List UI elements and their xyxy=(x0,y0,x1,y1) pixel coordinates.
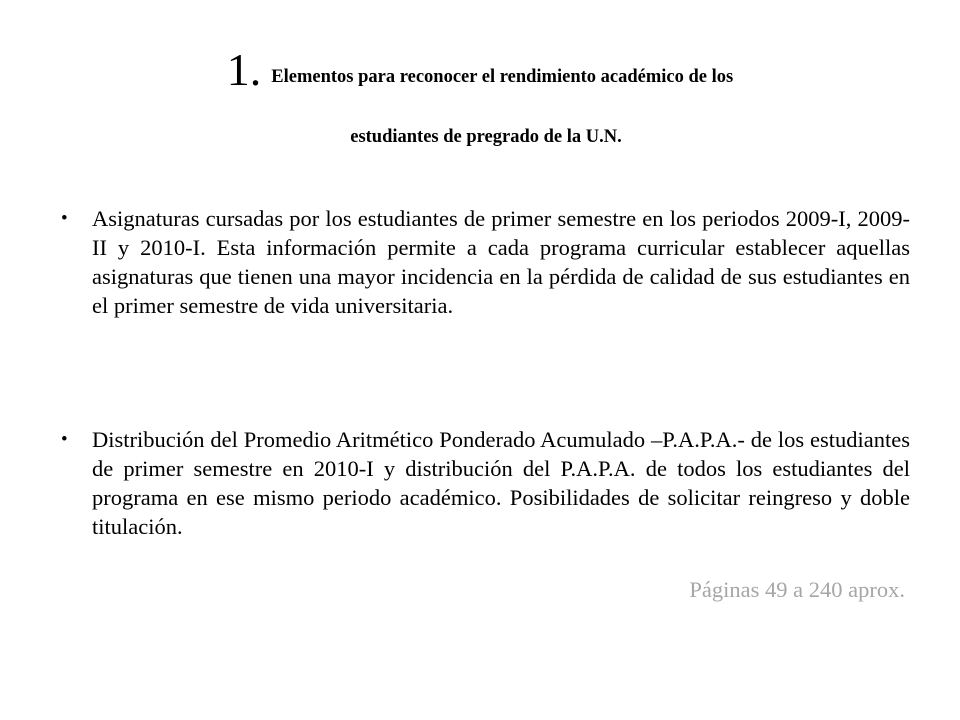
bullet-text: Asignaturas cursadas por los estudiantes de primer semestre en los periodos 2009-I, 2009-II y 2010-I. Esta información permite a cada programa curricular establecer aquellas asignaturas que tienen una mayor incidencia en la pérdida de calidad de sus estudiantes en el primer semestre de vida universitaria. xyxy=(92,206,910,318)
title-text-line-2: estudiantes de pregrado de la U.N. xyxy=(350,127,622,147)
bullet-item-subjects xyxy=(61,204,910,320)
pages-note: Páginas 49 a 240 aprox. xyxy=(689,577,905,602)
bullet-item-papa-distribution xyxy=(61,425,910,541)
bullet-text: Distribución del Promedio Aritmético Ponderado Acumulado –P.A.P.A.- de los estudiantes de primer semestre en 2010-I y distribución del P.A.P.A. de todos los estudiantes del programa en ese mismo periodo académico. Posibilidades de solicitar reingreso y doble titulación. xyxy=(92,427,910,539)
title-text-line-1: Elementos para reconocer el rendimiento académico de los xyxy=(271,67,734,87)
title-number: 1. xyxy=(226,44,262,95)
bullet-dot-icon: • xyxy=(61,429,68,450)
title-line-1 xyxy=(60,40,900,107)
slide-title xyxy=(60,40,900,151)
bullet-dot-icon: • xyxy=(61,208,68,229)
